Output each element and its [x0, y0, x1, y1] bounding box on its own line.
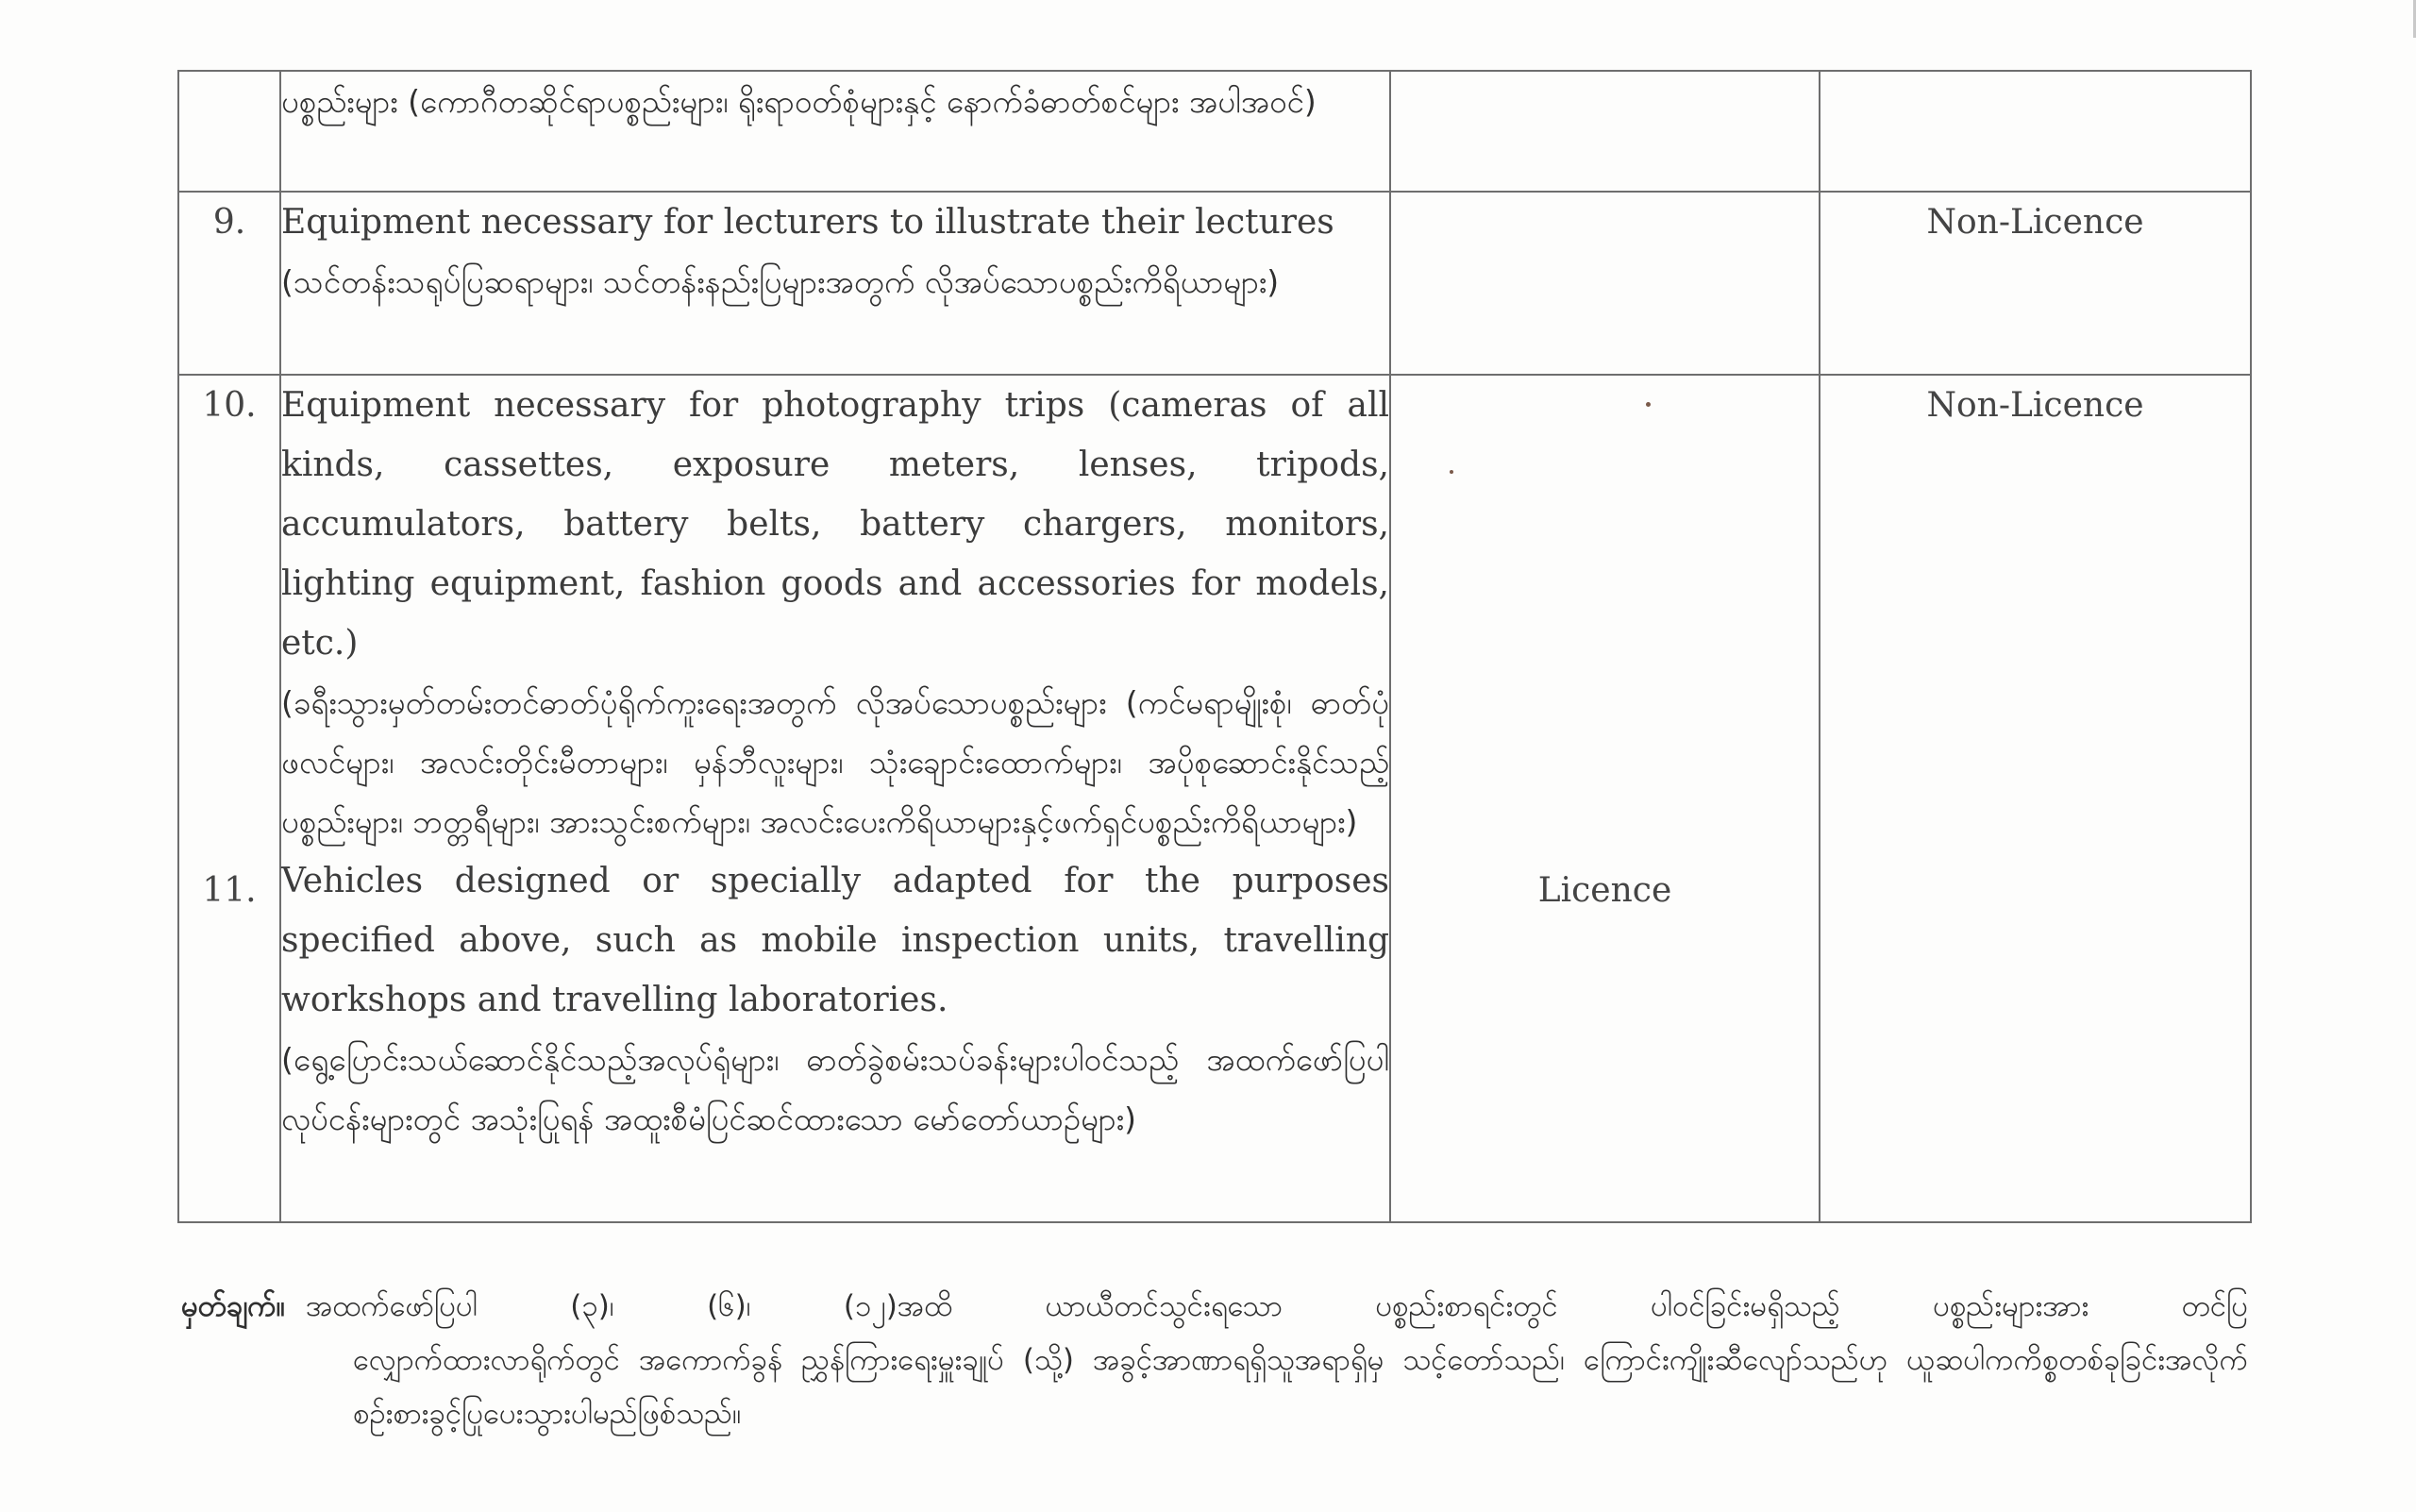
item-description-myanmar: (သင်တန်းသရုပ်ပြဆရာများ၊ သင်တန်းနည်းပြများအတွက် လိုအပ်သောပစ္စည်းကိရိယာများ): [281, 263, 1280, 300]
footnote-first-line: [181, 1280, 2248, 1334]
licence-status-cell: [1390, 192, 1820, 375]
table-row: [178, 192, 2251, 375]
footnote-continuation: လျှောက်ထားလာရိုက်တွင် အကောက်ခွန် ညွှန်ကြားရေးမှူးချုပ် (သို့) အခွင့်အာဏာရရှိသူအရာရှိမှ သင့်တော်သည်၊ ကြောင်းကျိုးဆီလျော်သည်ဟု ယူဆပါကကိစ္စတစ်ခုခြင်းအလိုက် စဉ်းစားခွင့်ပြုပေးသွားပါမည်ဖြစ်သည်။: [353, 1343, 2248, 1431]
item-number-cell: [178, 375, 280, 1222]
item-description-myanmar: ပစ္စည်းများ (ကောဂီတဆိုင်ရာပစ္စည်းများ၊ ရိုးရာဝတ်စုံများနှင့် နောက်ခံဓာတ်စင်များ အပါအဝင်): [281, 83, 1317, 120]
licence-status-cell: [1390, 71, 1820, 192]
table-row: [178, 375, 2251, 1222]
footnote: [181, 1280, 2248, 1441]
item-number: 10.: [202, 386, 257, 425]
item-description-cell: [280, 375, 1390, 1222]
footnote-label: မှတ်ချက်။: [181, 1289, 285, 1323]
item-number-cell: [178, 71, 280, 192]
item-number: 11.: [202, 871, 257, 910]
item-description-myanmar: (ခရီးသွားမှတ်တမ်းတင်ဓာတ်ပုံရိုက်ကူးရေးအတွက် လိုအပ်သောပစ္စည်းများ (ကင်မရာမျိုးစုံ၊ ဓာတ်ပုံဖလင်များ၊ အလင်းတိုင်းမီတာများ၊ မှန်ဘီလူးများ၊ သုံးချောင်းထောက်များ၊ အပိုစုဆောင်းနိုင်သည့်ပစ္စည်းများ၊ ဘတ္တရီများ၊ အားသွင်းစက်များ၊ အလင်းပေးကိရိယာများနှင့်ဖက်ရှင်ပစ္စည်းကိရိယာများ): [281, 684, 1389, 840]
non-licence-status: Non-Licence: [1820, 375, 2251, 1222]
item-table: [177, 70, 2252, 1223]
footnote-text: အထက်ဖော်ပြပါ (၃)၊ (၆)၊ (၁၂)အထိ ယာယီတင်သွင်းရသော ပစ္စည်းစာရင်းတွင် ပါဝင်ခြင်းမရှိသည့် ပစ္စည်းများအား တင်ပြ: [305, 1289, 2248, 1323]
ink-speck: [1450, 470, 1453, 474]
table-row: [178, 71, 2251, 192]
item-number: 9.: [178, 192, 280, 375]
non-licence-status-cell: [1820, 71, 2251, 192]
item-description-english: Vehicles designed or specially adapted for the purposes specified above, such as mobile inspection units, travelling workshops and travelling laboratories.: [281, 862, 1389, 1019]
item-description-english: Equipment necessary for photography trips (cameras of all kinds, cassettes, exposure meters, lenses, tripods, accumulators, battery belts, battery chargers, monitors, lighting equipment, fashion goods and accessories for models, etc.): [281, 386, 1389, 663]
item-description-cell: [280, 192, 1390, 375]
non-licence-status: Non-Licence: [1820, 192, 2251, 375]
licence-status: Licence: [1537, 871, 1672, 910]
item-description-myanmar: (ရွေ့ပြောင်းသယ်ဆောင်နိုင်သည့်အလုပ်ရုံများ၊ ဓာတ်ခွဲစမ်းသပ်ခန်းများပါဝင်သည့် အထက်ဖော်ပြပါလုပ်ငန်းများတွင် အသုံးပြုရန် အထူးစီမံပြင်ဆင်ထားသော မော်တော်ယာဉ်များ): [281, 1041, 1389, 1137]
item-description-cell: [280, 71, 1390, 192]
item-description-english: Equipment necessary for lecturers to illustrate their lectures: [281, 203, 1334, 242]
licence-status-cell: [1390, 375, 1820, 1222]
ink-speck: [1646, 402, 1651, 407]
